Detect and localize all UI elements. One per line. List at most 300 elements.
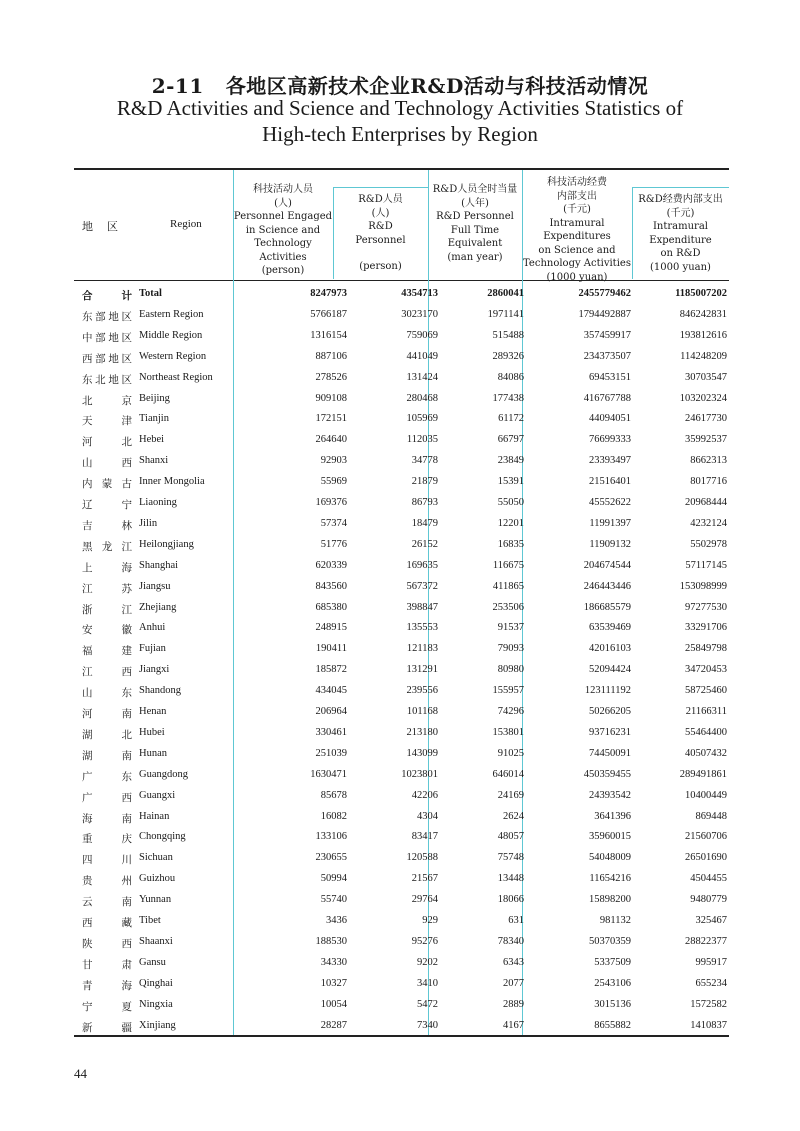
region-en: Beijing bbox=[139, 392, 170, 404]
region-cn: 甘肃 bbox=[82, 958, 132, 971]
region-en: Shanxi bbox=[139, 455, 169, 467]
personnel-value: 10054 bbox=[320, 998, 347, 1010]
personnel-value: 843560 bbox=[315, 580, 347, 592]
personnel-value: 188530 bbox=[315, 935, 347, 947]
rd-personnel-value: 21567 bbox=[411, 873, 438, 885]
rd-personnel-value: 131424 bbox=[406, 371, 438, 383]
region-cn: 广东 bbox=[82, 770, 132, 783]
st-expenditure-value: 35960015 bbox=[589, 831, 631, 843]
region-en: Guangdong bbox=[139, 768, 188, 780]
header-rd-fte bbox=[428, 183, 522, 264]
personnel-value: 10327 bbox=[320, 977, 347, 989]
table-number: 2-11 bbox=[151, 74, 204, 98]
table-title-cn-text: 各地区高新技术企业R&D活动与科技活动情况 bbox=[225, 74, 649, 98]
rd-expenditure-value: 103202324 bbox=[679, 392, 727, 404]
rd-expenditure-value: 26501690 bbox=[685, 852, 727, 864]
st-expenditure-value: 45552622 bbox=[589, 497, 631, 508]
rd-fte-value: 2860041 bbox=[487, 288, 524, 299]
rd-fte-value: 2889 bbox=[503, 998, 524, 1010]
header-rd-fte-line: R&D人员全时当量 bbox=[432, 184, 518, 195]
rd-expenditure-value: 846242831 bbox=[679, 308, 727, 320]
header-personnel-line: 科技活动人员 bbox=[253, 184, 313, 195]
rd-fte-value: 61172 bbox=[498, 413, 524, 425]
st-expenditure-value: 24393542 bbox=[589, 789, 631, 801]
rd-personnel-value: 135553 bbox=[406, 622, 438, 634]
st-expenditure-value: 11909132 bbox=[589, 538, 631, 550]
st-expenditure-value: 3015136 bbox=[594, 998, 631, 1010]
region-en: Western Region bbox=[139, 350, 207, 362]
st-expenditure-value: 2543106 bbox=[594, 977, 631, 989]
region-en: Hebei bbox=[139, 434, 165, 446]
personnel-value: 133106 bbox=[315, 831, 347, 843]
header-st-expenditure bbox=[522, 176, 632, 284]
header-rd-expenditure-line: Expenditure bbox=[649, 234, 712, 246]
rd-fte-value: 153801 bbox=[492, 726, 524, 738]
region-cn: 河南 bbox=[82, 708, 132, 720]
rd-fte-value: 411865 bbox=[492, 580, 524, 592]
rd-expenditure-value: 34720453 bbox=[685, 664, 727, 676]
table-title-en-line1: R&D Activities and Science and Technology Activities Statistics of bbox=[116, 96, 684, 120]
table-row bbox=[74, 494, 729, 514]
region-cn: 山东 bbox=[82, 687, 132, 700]
st-expenditure-value: 11991397 bbox=[589, 517, 631, 529]
rd-expenditure-value: 33291706 bbox=[685, 622, 727, 634]
rd-fte-value: 18066 bbox=[497, 894, 524, 906]
rd-fte-value: 80980 bbox=[497, 664, 524, 676]
region-cn: 中部地区 bbox=[82, 331, 132, 344]
header-rd-expenditure-line: (千元) bbox=[666, 207, 695, 219]
rd-expenditure-value: 24617730 bbox=[685, 413, 727, 425]
table-row bbox=[74, 933, 729, 953]
region-cn: 北京 bbox=[82, 394, 132, 407]
personnel-value: 251039 bbox=[315, 747, 347, 759]
rd-fte-value: 2624 bbox=[503, 810, 524, 822]
rd-personnel-value: 105969 bbox=[406, 413, 438, 425]
rd-fte-value: 48057 bbox=[497, 831, 524, 843]
personnel-value: 34330 bbox=[320, 956, 347, 968]
rd-fte-value: 631 bbox=[508, 915, 524, 926]
table-row bbox=[74, 327, 729, 347]
st-expenditure-value: 42016103 bbox=[589, 643, 631, 655]
rd-personnel-value: 18479 bbox=[411, 517, 438, 529]
header-personnel-line: Personnel Engaged bbox=[233, 211, 333, 222]
rd-personnel-value: 169635 bbox=[406, 559, 438, 571]
rd-fte-value: 91537 bbox=[497, 622, 524, 634]
region-en: Middle Region bbox=[139, 329, 203, 341]
st-expenditure-value: 63539469 bbox=[589, 622, 631, 634]
rd-expenditure-value: 4504455 bbox=[690, 873, 727, 885]
rd-fte-value: 15391 bbox=[497, 476, 524, 488]
personnel-value: 1316154 bbox=[310, 329, 347, 341]
table-row bbox=[74, 557, 729, 577]
personnel-value: 3436 bbox=[326, 915, 347, 926]
st-expenditure-value: 23393497 bbox=[589, 455, 631, 467]
header-personnel-line: (人) bbox=[274, 197, 292, 209]
table-row bbox=[74, 306, 729, 326]
region-cn: 山西 bbox=[82, 457, 132, 470]
region-en: Tibet bbox=[139, 915, 161, 926]
header-st-expenditure-line: Technology Activities bbox=[523, 258, 631, 269]
rd-expenditure-value: 4232124 bbox=[690, 517, 727, 529]
region-en: Northeast Region bbox=[139, 371, 213, 383]
rd-personnel-value: 213180 bbox=[406, 726, 438, 738]
header-rd-fte-line: Equivalent bbox=[447, 238, 503, 249]
header-st-expenditure-line: (千元) bbox=[563, 204, 591, 215]
rd-personnel-value: 121183 bbox=[406, 643, 438, 655]
rd-fte-value: 253506 bbox=[492, 601, 524, 613]
header-st-expenditure-line: (1000 yuan) bbox=[546, 271, 608, 283]
rd-expenditure-value: 1572582 bbox=[690, 998, 727, 1010]
st-expenditure-value: 234373507 bbox=[583, 350, 631, 362]
region-en: Anhui bbox=[139, 622, 166, 634]
st-expenditure-value: 76699333 bbox=[589, 434, 631, 446]
region-en: Gansu bbox=[139, 956, 166, 968]
region-cn: 贵州 bbox=[82, 875, 132, 888]
region-cn: 湖北 bbox=[82, 728, 132, 741]
rd-personnel-value: 280468 bbox=[406, 392, 438, 404]
rd-fte-value: 13448 bbox=[497, 873, 524, 885]
region-en: Hunan bbox=[139, 747, 167, 759]
rd-fte-value: 84086 bbox=[497, 371, 524, 383]
region-en: Heilongjiang bbox=[139, 538, 194, 550]
st-expenditure-value: 15898200 bbox=[589, 894, 631, 906]
rd-fte-value: 289326 bbox=[492, 350, 524, 362]
region-en: Xinjiang bbox=[139, 1019, 176, 1031]
rd-fte-value: 78340 bbox=[497, 935, 524, 947]
rd-expenditure-value: 289491861 bbox=[679, 768, 727, 780]
region-cn: 广西 bbox=[82, 791, 132, 804]
rd-expenditure-value: 25849798 bbox=[685, 643, 727, 655]
region-en: Chongqing bbox=[139, 831, 186, 843]
rd-fte-value: 75748 bbox=[497, 852, 524, 864]
rd-expenditure-value: 57117145 bbox=[685, 559, 727, 571]
region-cn: 重庆 bbox=[82, 833, 132, 846]
rd-expenditure-value: 1410837 bbox=[690, 1019, 727, 1031]
rd-fte-value: 116675 bbox=[492, 559, 524, 571]
header-rd-personnel-line: R&D bbox=[368, 221, 393, 232]
rd-personnel-value: 86793 bbox=[411, 497, 438, 508]
rd-expenditure-value: 325467 bbox=[695, 915, 727, 926]
table-row bbox=[74, 954, 729, 974]
header-rd-expenditure-line: Intramural bbox=[652, 221, 708, 232]
personnel-value: 172151 bbox=[315, 413, 347, 425]
rd-personnel-value: 398847 bbox=[406, 601, 438, 613]
rd-personnel-value: 131291 bbox=[406, 664, 438, 676]
region-cn: 宁夏 bbox=[82, 1000, 132, 1013]
st-expenditure-value: 74450091 bbox=[589, 747, 631, 759]
st-expenditure-value: 93716231 bbox=[589, 726, 631, 738]
rd-expenditure-value: 869448 bbox=[695, 810, 727, 822]
header-personnel-line: in Science and bbox=[245, 224, 321, 236]
region-en: Hainan bbox=[139, 810, 170, 822]
region-cn: 上海 bbox=[82, 561, 132, 574]
header-rd-fte-line: (人年) bbox=[461, 197, 489, 209]
region-cn: 内蒙古 bbox=[82, 478, 132, 491]
personnel-value: 264640 bbox=[315, 434, 347, 446]
header-rd-personnel bbox=[333, 193, 428, 274]
rd-personnel-value: 4354713 bbox=[401, 288, 438, 299]
table-row bbox=[74, 766, 729, 786]
header-rd-expenditure-line: on R&D bbox=[660, 248, 701, 259]
header-rd-personnel-line: R&D人员 bbox=[358, 194, 403, 205]
personnel-value: 685380 bbox=[315, 601, 347, 613]
rd-expenditure-value: 20968444 bbox=[685, 497, 727, 508]
personnel-value: 185872 bbox=[315, 664, 347, 676]
st-expenditure-value: 357459917 bbox=[583, 329, 631, 341]
rd-personnel-value: 4304 bbox=[417, 810, 438, 822]
st-expenditure-value: 54048009 bbox=[589, 852, 631, 864]
rd-expenditure-value: 21166311 bbox=[685, 706, 727, 717]
rd-personnel-value: 759069 bbox=[406, 329, 438, 341]
region-cn: 云南 bbox=[82, 896, 132, 909]
rd-expenditure-value: 35992537 bbox=[685, 434, 727, 446]
st-expenditure-value: 416767788 bbox=[583, 392, 631, 404]
header-rd-personnel-line: (人) bbox=[371, 207, 390, 219]
region-en: Hubei bbox=[139, 726, 165, 738]
personnel-value: 57374 bbox=[320, 517, 347, 529]
st-expenditure-value: 21516401 bbox=[589, 476, 631, 488]
table-row bbox=[74, 369, 729, 389]
region-en: Zhejiang bbox=[139, 601, 177, 613]
rd-personnel-value: 7340 bbox=[417, 1019, 438, 1031]
region-cn: 黑龙江 bbox=[82, 540, 132, 553]
header-region-en: Region bbox=[170, 218, 202, 230]
rd-personnel-value: 34778 bbox=[411, 455, 438, 467]
rd-expenditure-value: 153098999 bbox=[679, 580, 727, 592]
region-en: Tianjin bbox=[139, 413, 169, 425]
rd-personnel-value: 120588 bbox=[406, 852, 438, 864]
region-cn: 天津 bbox=[82, 415, 132, 428]
rd-personnel-value: 567372 bbox=[406, 580, 438, 592]
rd-fte-value: 79093 bbox=[497, 643, 524, 655]
region-cn: 陕西 bbox=[82, 937, 132, 950]
header-st-expenditure-line: Intramural Expenditures bbox=[543, 217, 611, 242]
table-row bbox=[74, 787, 729, 807]
rd-fte-value: 66797 bbox=[497, 434, 524, 446]
table-row bbox=[74, 285, 729, 305]
rd-personnel-value: 5472 bbox=[417, 998, 438, 1010]
region-en: Shandong bbox=[139, 685, 181, 697]
st-expenditure-value: 2455779462 bbox=[578, 288, 631, 299]
header-st-expenditure-line: 科技活动经费 bbox=[547, 177, 607, 188]
st-expenditure-value: 204674544 bbox=[583, 559, 631, 571]
rd-personnel-value: 101168 bbox=[406, 706, 438, 717]
table-row bbox=[74, 870, 729, 890]
rd-expenditure-value: 5502978 bbox=[690, 538, 727, 550]
region-en: Guangxi bbox=[139, 789, 176, 801]
header-rd-personnel-line: Personnel bbox=[355, 234, 406, 246]
rd-personnel-value: 95276 bbox=[411, 935, 438, 947]
personnel-value: 169376 bbox=[315, 497, 347, 508]
header-personnel-line: Technology Activities bbox=[254, 238, 312, 263]
header-rd-expenditure-line: (1000 yuan) bbox=[650, 261, 711, 273]
table-row bbox=[74, 661, 729, 681]
rd-personnel-value: 3410 bbox=[417, 977, 438, 989]
st-expenditure-value: 50370359 bbox=[589, 935, 631, 947]
st-expenditure-value: 8655882 bbox=[594, 1019, 631, 1031]
region-cn: 西部地区 bbox=[82, 352, 132, 365]
rd-personnel-value: 441049 bbox=[406, 350, 438, 362]
table-row bbox=[74, 536, 729, 556]
region-cn: 西藏 bbox=[82, 917, 132, 929]
table-row bbox=[74, 745, 729, 765]
table-row bbox=[74, 996, 729, 1016]
table-row bbox=[74, 975, 729, 995]
table-row bbox=[74, 912, 729, 932]
personnel-value: 434045 bbox=[315, 685, 347, 697]
personnel-value: 190411 bbox=[315, 643, 347, 655]
personnel-value: 85678 bbox=[320, 789, 347, 801]
personnel-value: 248915 bbox=[315, 622, 347, 634]
table-row bbox=[74, 410, 729, 430]
personnel-value: 230655 bbox=[315, 852, 347, 864]
rd-expenditure-value: 995917 bbox=[695, 956, 727, 968]
region-cn: 东部地区 bbox=[82, 310, 132, 323]
st-expenditure-value: 44094051 bbox=[589, 413, 631, 425]
st-expenditure-value: 69453151 bbox=[589, 371, 631, 383]
table-row bbox=[74, 578, 729, 598]
personnel-value: 278526 bbox=[315, 371, 347, 383]
rd-personnel-value: 83417 bbox=[411, 831, 438, 843]
region-en: Liaoning bbox=[139, 497, 177, 508]
personnel-value: 1630471 bbox=[310, 768, 347, 780]
st-expenditure-value: 450359455 bbox=[583, 768, 631, 780]
table-title-en-line2: High-tech Enterprises by Region bbox=[262, 122, 538, 146]
rd-personnel-value: 239556 bbox=[406, 685, 438, 697]
st-expenditure-value: 186685579 bbox=[583, 601, 631, 613]
region-en: Shaanxi bbox=[139, 935, 173, 947]
header-subline-rd-exp bbox=[632, 187, 729, 188]
personnel-value: 5766187 bbox=[310, 308, 347, 320]
personnel-value: 16082 bbox=[320, 810, 347, 822]
region-en: Eastern Region bbox=[139, 308, 204, 320]
table-top-rule bbox=[74, 168, 729, 170]
table-title-cn bbox=[0, 70, 800, 99]
header-rd-fte-line: Full Time bbox=[450, 224, 500, 236]
rd-personnel-value: 42206 bbox=[411, 789, 438, 801]
region-en: Sichuan bbox=[139, 852, 173, 864]
personnel-value: 50994 bbox=[320, 873, 347, 885]
region-cn: 青海 bbox=[82, 979, 132, 992]
region-cn: 合计 bbox=[82, 290, 132, 302]
region-cn: 福建 bbox=[82, 645, 132, 658]
region-en: Guizhou bbox=[139, 873, 176, 885]
st-expenditure-value: 246443446 bbox=[583, 580, 631, 592]
rd-expenditure-value: 28822377 bbox=[685, 935, 727, 947]
region-cn: 吉林 bbox=[82, 519, 132, 532]
rd-expenditure-value: 55464400 bbox=[685, 726, 727, 738]
region-cn: 江苏 bbox=[82, 582, 132, 595]
rd-personnel-value: 9202 bbox=[417, 956, 438, 968]
table-row bbox=[74, 849, 729, 869]
st-expenditure-value: 5337509 bbox=[594, 956, 631, 968]
rd-fte-value: 24169 bbox=[497, 789, 524, 801]
header-rd-personnel-line bbox=[333, 247, 428, 260]
rd-fte-value: 12201 bbox=[497, 517, 524, 529]
personnel-value: 51776 bbox=[320, 538, 347, 550]
page-number: 44 bbox=[74, 1066, 87, 1081]
table-row bbox=[74, 891, 729, 911]
personnel-value: 55740 bbox=[320, 894, 347, 906]
region-en: Jiangxi bbox=[139, 664, 170, 676]
region-en: Yunnan bbox=[139, 894, 172, 906]
header-rd-fte-line: R&D Personnel bbox=[436, 211, 514, 222]
personnel-value: 887106 bbox=[315, 350, 347, 362]
rd-fte-value: 16835 bbox=[497, 538, 524, 550]
table-row bbox=[74, 390, 729, 410]
rd-expenditure-value: 40507432 bbox=[685, 747, 727, 759]
rd-fte-value: 4167 bbox=[503, 1019, 524, 1031]
header-personnel bbox=[233, 183, 333, 278]
personnel-value: 8247973 bbox=[310, 288, 347, 299]
table-row bbox=[74, 619, 729, 639]
table-row bbox=[74, 431, 729, 451]
header-st-expenditure-line: 内部支出 bbox=[557, 190, 597, 202]
st-expenditure-value: 1794492887 bbox=[578, 308, 631, 320]
rd-expenditure-value: 1185007202 bbox=[675, 288, 727, 299]
region-cn: 辽宁 bbox=[82, 499, 132, 511]
rd-fte-value: 515488 bbox=[492, 329, 524, 341]
region-en: Henan bbox=[139, 706, 167, 717]
table-row bbox=[74, 703, 729, 723]
region-en: Shanghai bbox=[139, 559, 179, 571]
st-expenditure-value: 123111192 bbox=[584, 685, 631, 697]
st-expenditure-value: 11654216 bbox=[589, 873, 631, 885]
rd-personnel-value: 21879 bbox=[411, 476, 438, 488]
rd-personnel-value: 929 bbox=[422, 915, 438, 926]
header-st-expenditure-line: on Science and bbox=[538, 244, 616, 256]
rd-fte-value: 74296 bbox=[497, 706, 524, 717]
personnel-value: 206964 bbox=[315, 706, 347, 717]
region-en: Qinghai bbox=[139, 977, 173, 989]
rd-fte-value: 91025 bbox=[497, 747, 524, 759]
rd-expenditure-value: 8662313 bbox=[690, 455, 727, 467]
rd-personnel-value: 1023801 bbox=[401, 768, 438, 780]
header-rd-personnel-line: (person) bbox=[359, 261, 402, 272]
rd-fte-value: 646014 bbox=[492, 768, 524, 780]
rd-personnel-value: 29764 bbox=[411, 894, 438, 906]
personnel-value: 330461 bbox=[315, 726, 347, 738]
rd-fte-value: 23849 bbox=[497, 455, 524, 467]
table-row bbox=[74, 473, 729, 493]
rd-fte-value: 177438 bbox=[492, 392, 524, 404]
table-row bbox=[74, 348, 729, 368]
personnel-value: 28287 bbox=[320, 1019, 347, 1031]
region-cn: 安徽 bbox=[82, 624, 132, 637]
rd-expenditure-value: 21560706 bbox=[685, 831, 727, 843]
region-en: Jilin bbox=[139, 517, 158, 529]
st-expenditure-value: 981132 bbox=[599, 915, 631, 926]
rd-fte-value: 155957 bbox=[492, 685, 524, 697]
table-row bbox=[74, 724, 729, 744]
region-cn: 湖南 bbox=[82, 749, 132, 762]
region-cn: 浙江 bbox=[82, 603, 132, 616]
personnel-value: 55969 bbox=[320, 476, 347, 488]
personnel-value: 909108 bbox=[315, 392, 347, 404]
header-rd-expenditure-line: R&D经费内部支出 bbox=[638, 194, 723, 205]
rd-expenditure-value: 10400449 bbox=[685, 789, 727, 801]
header-subline-rd bbox=[333, 187, 428, 188]
region-en: Jiangsu bbox=[139, 580, 171, 592]
header-rd-expenditure bbox=[632, 193, 729, 274]
region-cn: 河北 bbox=[82, 436, 132, 449]
st-expenditure-value: 50266205 bbox=[589, 706, 631, 717]
rd-expenditure-value: 8017716 bbox=[690, 476, 727, 488]
header-region-cn: 地区 bbox=[82, 220, 132, 233]
table-row bbox=[74, 682, 729, 702]
region-cn: 新疆 bbox=[82, 1021, 132, 1034]
table-row bbox=[74, 1017, 729, 1037]
